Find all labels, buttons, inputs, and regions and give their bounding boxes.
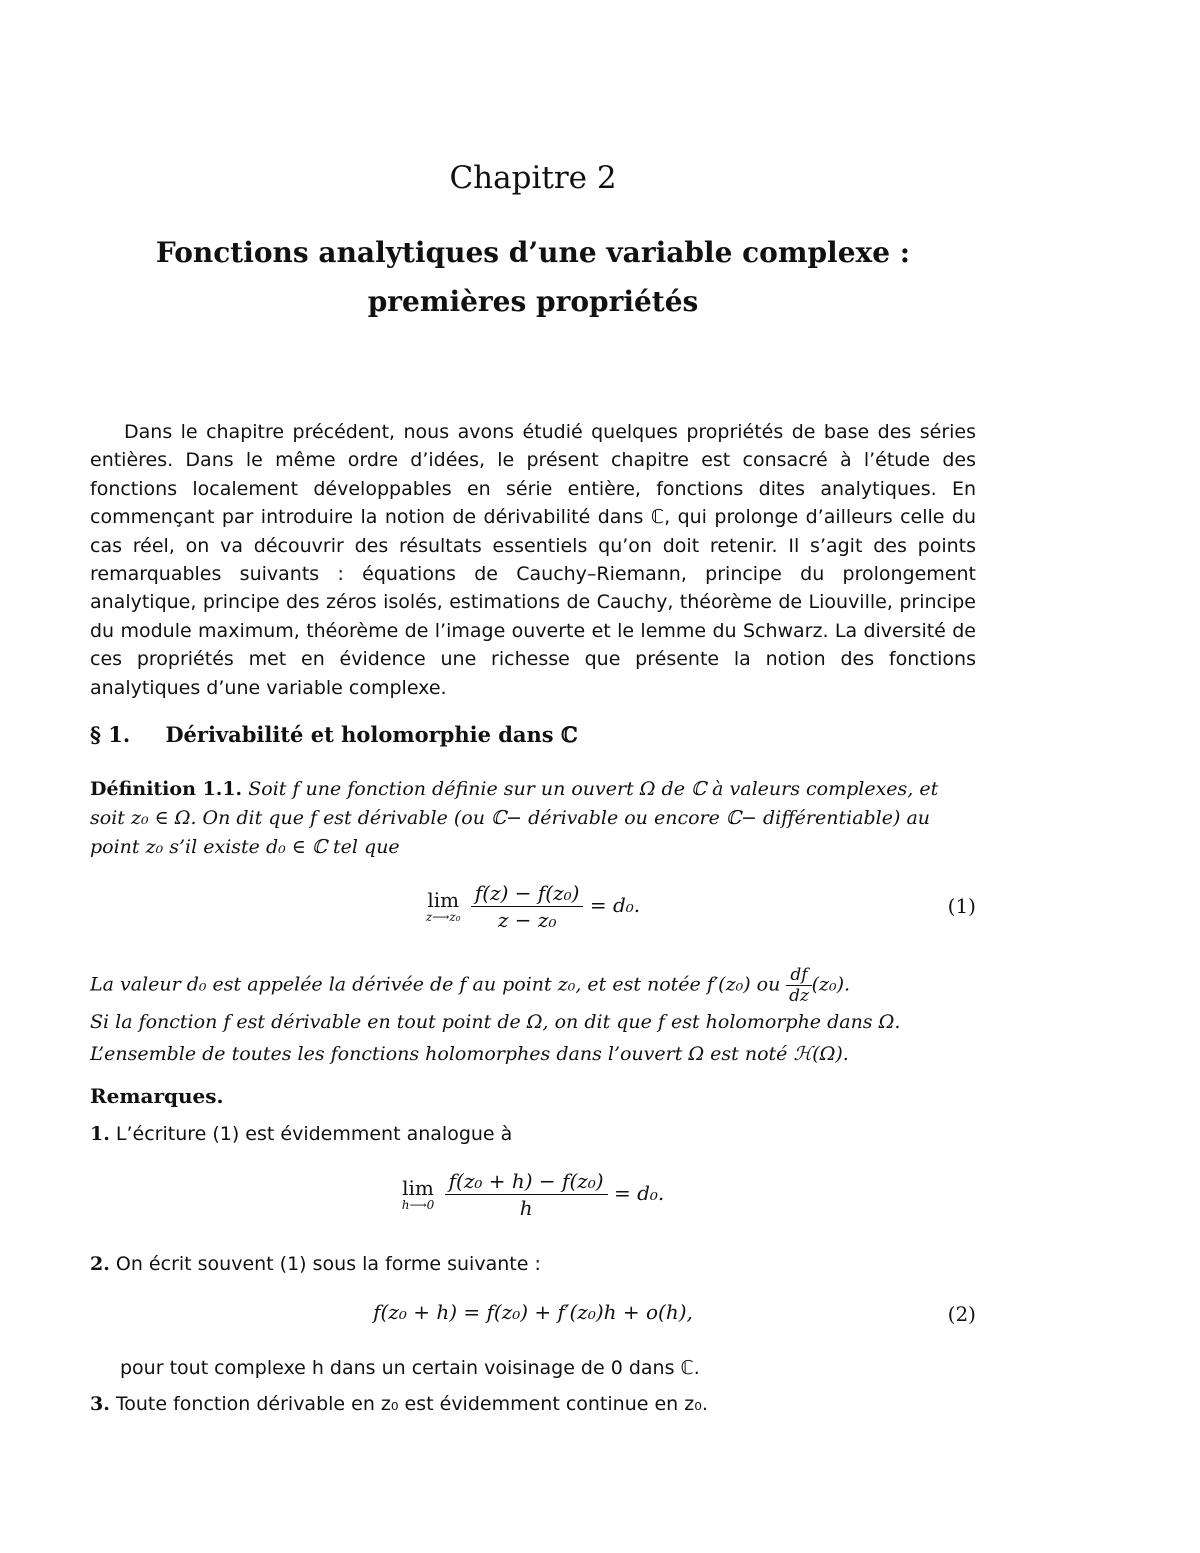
holomorphic-set-line: L’ensemble de toutes les fonctions holomorphes dans l’ouvert Ω est noté ℋ(Ω). — [90, 1043, 849, 1065]
intro-paragraph: Dans le chapitre précédent, nous avons étudié quelques propriétés de base des séries entières. Dans le même ordre d’idées, le présent chapitre est consacré à l’étude des fonctions localement développables en série entière, fonctions dites analytiques. En commençant par introduire la notion de dérivabilité dans ℂ, qui prolonge d’ailleurs celle du cas réel, on va découvrir des résultats essentiels qu’on doit retenir. Il s’agit des points remarquables suivants : équations de Cauchy–Riemann, principe du prolongement analytique, principe des zéros isolés, estimations de Cauchy, théorème de Liouville, principe du module maximum, théorème de l’image ouverte et le lemme du Schwarz. La diversité de ces propriétés met en évidence une richesse que présente la notion des fonctions analytiques d’une variable complexe. — [90, 421, 976, 699]
remark-3-text: Toute fonction dérivable en z₀ est évidemment continue en z₀. — [115, 1393, 708, 1415]
limit-label-h: lim — [402, 1175, 434, 1200]
section-title: Dérivabilité et holomorphie dans ℂ — [165, 722, 578, 747]
fraction-h — [445, 1168, 608, 1221]
section-heading — [90, 722, 578, 747]
df-dz-fraction — [786, 965, 811, 1006]
equation-2-number: (2) — [947, 1302, 976, 1326]
fraction-h-denominator: h — [519, 1196, 533, 1220]
remark-2 — [90, 1250, 976, 1278]
limit-operator — [425, 887, 461, 924]
chapter-title — [90, 228, 976, 326]
fraction — [471, 880, 584, 933]
fraction-denominator: z − z₀ — [497, 908, 557, 932]
limit-subscript-h: h⟶0 — [401, 1197, 435, 1212]
equation-rhs: = d₀. — [589, 893, 641, 917]
remark-1-text: L’écriture (1) est évidemment analogue à — [115, 1123, 513, 1145]
derivative-text: La valeur d₀ est appelée la dérivée de f au point z₀, et est notée f′(z₀) ou — [90, 973, 787, 996]
limit-operator-h — [401, 1175, 435, 1212]
equation-2-expression: f(z₀ + h) = f(z₀) + f′(z₀)h + o(h), — [373, 1300, 693, 1324]
chapter-title-line-1: Fonctions analytiques d’une variable complexe : — [155, 236, 911, 269]
equation-1 — [90, 880, 976, 940]
remark-2-number: 2. — [90, 1253, 110, 1275]
remark-2-text: On écrit souvent (1) sous la forme suivante : — [115, 1253, 541, 1275]
equation-h-rhs: = d₀. — [613, 1181, 665, 1205]
remark-3-number: 3. — [90, 1393, 110, 1415]
remark-1-number: 1. — [90, 1123, 110, 1145]
chapter-number: Chapitre 2 — [449, 160, 617, 196]
remark-2-continuation: pour tout complexe h dans un certain voisinage de 0 dans ℂ. — [120, 1357, 700, 1379]
derivative-text-end: (z₀). — [811, 973, 851, 996]
remark-3 — [90, 1390, 976, 1418]
fraction-h-numerator: f(z₀ + h) − f(z₀) — [445, 1168, 608, 1195]
remarks-heading: Remarques. — [90, 1084, 224, 1108]
definition-label: Définition 1.1. — [90, 778, 243, 800]
chapter-title-line-2: premières propriétés — [367, 285, 699, 318]
dz-denominator: dz — [789, 986, 809, 1006]
derivative-line — [90, 965, 976, 1006]
equation-2 — [90, 1300, 976, 1360]
fraction-numerator: f(z) − f(z₀) — [471, 880, 584, 907]
limit-subscript: z⟶z₀ — [425, 909, 461, 924]
remark-1 — [90, 1120, 976, 1148]
equation-number: (1) — [947, 894, 976, 918]
equation-remark-1 — [90, 1168, 976, 1228]
df-numerator: df — [786, 965, 811, 986]
limit-label: lim — [427, 887, 460, 912]
definition-continuation — [90, 965, 976, 1070]
holomorphic-line: Si la fonction f est dérivable en tout point de Ω, on dit que f est holomorphe dans Ω. — [90, 1011, 901, 1033]
definition-text: Soit f une fonction définie sur un ouvert Ω de ℂ à valeurs complexes, et soit z₀ ∈ Ω. On dit que f est dérivable (ou ℂ− dérivable ou encore ℂ− différentiable) au point z₀ s’il existe d₀ ∈ ℂ tel que — [90, 778, 939, 858]
definition-block — [90, 775, 976, 862]
section-number: § 1. — [90, 722, 131, 747]
